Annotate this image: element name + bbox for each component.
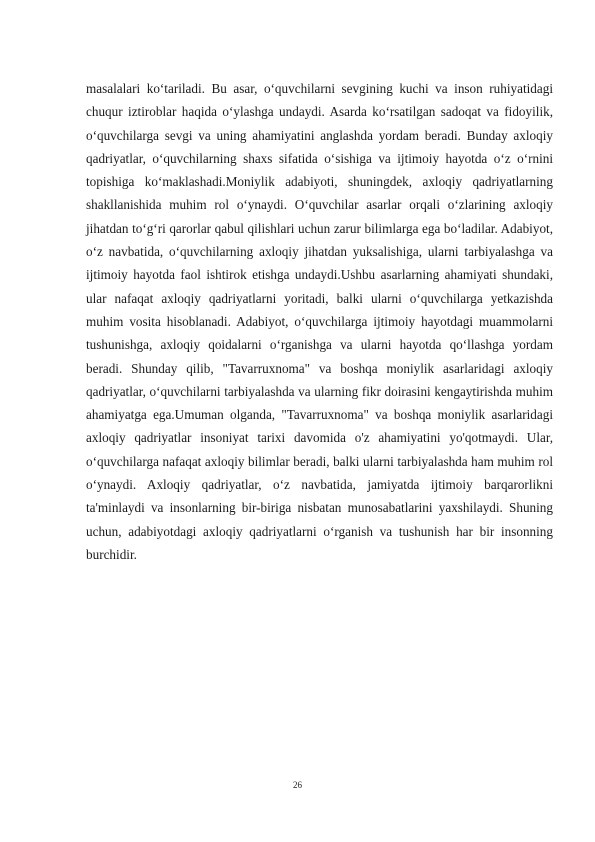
page-number: 26	[293, 780, 302, 790]
body-paragraph: masalalari ko‘tariladi. Bu asar, o‘quvchilarni sevgining kuchi va inson ruhiyatidagi chuqur iztiroblar haqida o‘ylashga undaydi. Asarda ko‘rsatilgan sadoqat va fidoyilik, o‘quvchilarga sevgi va uning ahamiyatini anglashda yordam beradi. Bunday axloqiy qadriyatlar, o‘quvchilarning shaxs sifatida o‘sishiga va ijtimoiy hayotda o‘z o‘rnini topishiga ko‘maklashadi.Moniylik adabiyoti, shuningdek, axloqiy qadriyatlarning shakllanishida muhim rol o‘ynaydi. O‘quvchilar asarlar orqali o‘zlarining axloqiy jihatdan to‘g‘ri qarorlar qabul qilishlari uchun zarur bilimlarga ega bo‘ladilar. Adabiyot, o‘z navbatida, o‘quvchilarning axloqiy jihatdan yuksalishiga, ularni tarbiyalashga va ijtimoiy hayotda faol ishtirok etishga undaydi.Ushbu asarlarning ahamiyati shundaki, ular nafaqat axloqiy qadriyatlarni yoritadi, balki ularni o‘quvchilarga yetkazishda muhim vosita hisoblanadi. Adabiyot, o‘quvchilarga ijtimoiy hayotdagi muammolarni tushunishga, axloqiy qoidalarni o‘rganishga va ularni hayotda qo‘llashga yordam beradi. Shunday qilib, "Tavarruxnoma" va boshqa moniylik asarlaridagi axloqiy qadriyatlar, o‘quvchilarni tarbiyalashda va ularning fikr doirasini kengaytirishda muhim ahamiyatga ega.Umuman olganda, "Tavarruxnoma" va boshqa moniylik asarlaridagi axloqiy qadriyatlar insoniyat tarixi davomida o'z ahamiyatini yo'qotmaydi. Ular, o‘quvchilarga nafaqat axloqiy bilimlar beradi, balki ularni tarbiyalashda ham muhim rol o‘ynaydi. Axloqiy qadriyatlar, o‘z navbatida, jamiyatda ijtimoiy barqarorlikni ta'minlaydi va insonlarning bir-biriga nisbatan munosabatlarini yaxshilaydi. Shuning uchun, adabiyotdagi axloqiy qadriyatlarni o‘rganish va tushunish har bir insonning burchidir.	[86, 81, 557, 562]
